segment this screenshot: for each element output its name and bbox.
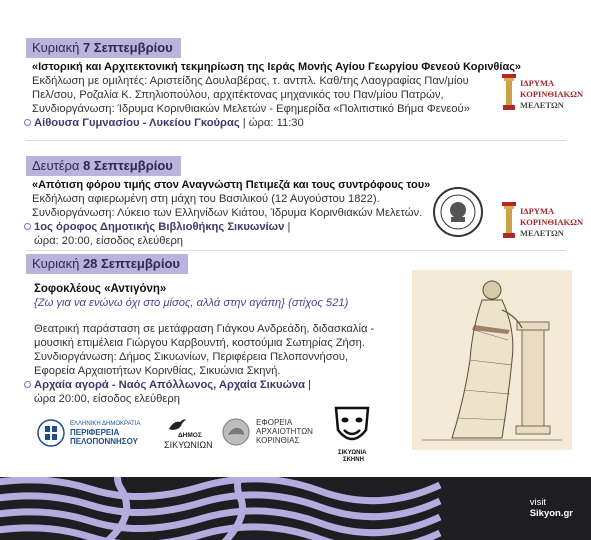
region-logo-line-1: ΕΛΛΗΝΙΚΗ ΔΗΜΟΚΡΑΤΙΑ	[70, 421, 141, 427]
ephorate-logo-line-3: ΚΟΡΙΝΘΙΑΣ	[256, 436, 300, 445]
event-2-time: ώρα: 20:00, είσοδος ελεύθερη	[34, 235, 184, 247]
event-1-line-3: Συνδιοργάνωση: Ίδρυμα Κορινθιακών Μελετών - Εφημερίδα «Πολιτιστικό Βήμα Φενεού»	[32, 103, 470, 115]
idryma-line-1: ΙΔΡΥΜΑ	[520, 206, 555, 216]
idryma-line-2: ΚΟΡΙΝΘΙΑΚΩΝ	[520, 89, 584, 99]
event-2-line-1: Εκδήλωση αφιερωμένη στη μάχη του Βασιλικού (12 Αυγούστου 1822).	[32, 193, 380, 205]
event-1-title: «Ιστορική και Αρχιτεκτονική τεκμηρίωση της Ιεράς Μονής Αγίου Γεωργίου Φενεού Κορινθίας»	[32, 61, 522, 73]
event-2-date: Δευτέρα 8 Σεπτεμβρίου	[26, 156, 181, 176]
dimos-logo-line-1: ΔΗΜΟΣ	[178, 432, 202, 439]
visit-sikyon-logo	[530, 497, 573, 519]
wave-pattern	[0, 477, 591, 540]
event-3-date: Κυριακή 28 Σεπτεμβρίου	[26, 254, 188, 274]
region-logo-line-2: ΠΕΡΙΦΕΡΕΙΑ	[70, 428, 120, 437]
site-label: Sikyon.gr	[529, 508, 573, 519]
skini-logo-line-1: ΣΙΚΥΩΝΙΑ	[338, 450, 367, 456]
footer-banner	[0, 477, 591, 540]
event-3-line-1: Θεατρική παράσταση σε μετάφραση Γιάγκου Ανδρεάδη, διδασκαλία -	[34, 323, 375, 335]
event-2-title: «Απότιση φόρου τιμής στον Αναγνώστη Πετιμεζά και τους συντρόφους του»	[32, 179, 431, 191]
event-2-venue-line: 1ος όροφος Δημοτικής Βιβλιοθήκης Σικυωνίων |	[34, 221, 291, 233]
divider	[26, 140, 566, 141]
event-1-venue: Αίθουσα Γυμνασίου - Λυκείου Γκούρας	[34, 117, 240, 129]
event-3-quote: {Ζω για να ενώνω όχι στο μίσος, αλλά στην αγάπη} (στίχος 521)	[34, 297, 349, 309]
region-logo-line-3: ΠΕΛΟΠΟΝΝΗΣΟΥ	[70, 437, 138, 446]
idryma-line-3: ΜΕΛΕΤΩΝ	[520, 100, 564, 110]
skini-logo-line-2: ΣΚΗΝΗ	[343, 457, 364, 463]
lyceum-seal-logo	[432, 186, 484, 238]
location-pin-icon	[24, 381, 31, 388]
theatre-mask-icon	[330, 404, 374, 450]
hellenic-republic-emblem-icon	[36, 418, 66, 448]
antigone-illustration	[412, 270, 572, 450]
divider	[26, 250, 566, 251]
event-3-line-2: μουσική επιμέλεια Γιώργου Καρβουντή, κοστούμια Σωτηρίας Ζήση.	[34, 337, 365, 349]
idryma-logo-1	[502, 72, 584, 112]
column-icon	[502, 74, 516, 110]
event-1-venue-line	[34, 116, 304, 130]
event-1-time: | ώρα: 11:30	[239, 117, 304, 129]
ephorate-logo-line-1: ΕΦΟΡΕΙΑ	[256, 418, 293, 427]
column-icon	[502, 202, 516, 238]
event-3-line-3: Συνδιοργάνωση: Δήμος Σικυωνίων, Περιφέρεια Πελοποννήσου,	[34, 351, 349, 363]
event-3-title-line	[34, 282, 166, 296]
event-3-venue-line: Αρχαία αγορά - Ναός Απόλλωνος, Αρχαία Σικυώνα |	[34, 379, 312, 391]
dimos-logo-line-2: ΣΙΚΥΩΝΙΩΝ	[164, 440, 213, 450]
event-3-time: ώρα 20:00, είσοδος ελεύθερη	[34, 393, 180, 405]
idryma-logo-2	[502, 200, 584, 240]
event-2-venue: 1ος όροφος Δημοτικής Βιβλιοθήκης Σικυωνίων	[34, 221, 285, 233]
idryma-line-2: ΚΟΡΙΝΘΙΑΚΩΝ	[520, 217, 584, 227]
visit-label: visit	[529, 497, 547, 508]
event-1-line-2: Πελ/σου, Ροζαλία Κ. Σπηλιοπούλου, αρχιτέκτονας μηχανικός του Παν/μίου Πατρών,	[32, 89, 444, 101]
event-3-title: Σοφοκλέους «Αντιγόνη»	[34, 283, 167, 295]
event-3-line-4: Εφορεία Αρχαιοτήτων Κορινθίας, Σικυώνια Σκηνή.	[34, 365, 281, 377]
event-1-line-1: Εκδήλωση με ομιλητές: Αριστείδης Δουλαβέρας, τ. αντπλ. Καθ/της Λαογραφίας Παν/μίου	[32, 75, 469, 87]
event-2-line-2: Συνδιοργάνωση: Λύκειο των Ελληνίδων Κιάτου, Ίδρυμα Κορινθιακών Μελετών.	[32, 207, 423, 219]
event-3-venue: Αρχαία αγορά - Ναός Απόλλωνος, Αρχαία Σικυώνα	[34, 379, 306, 391]
ephorate-coin-icon	[222, 418, 250, 446]
idryma-line-3: ΜΕΛΕΤΩΝ	[520, 228, 564, 238]
event-1-date: Κυριακή 7 Σεπτεμβρίου	[26, 38, 181, 58]
idryma-line-1: ΙΔΡΥΜΑ	[520, 78, 555, 88]
location-pin-icon	[24, 223, 31, 230]
location-pin-icon	[24, 119, 31, 126]
ephorate-logo-line-2: ΑΡΧΑΙΟΤΗΤΩΝ	[256, 427, 313, 436]
